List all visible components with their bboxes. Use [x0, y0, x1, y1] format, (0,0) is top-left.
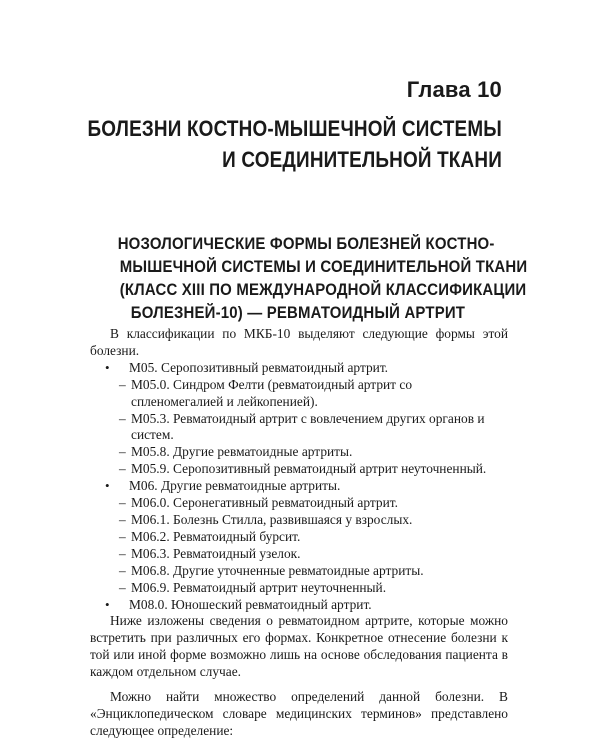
dash-marker: – [119, 528, 126, 544]
body-paragraph-1: Ниже изложены сведения о ревматоидном артрите, которые можно встретить при различных его формах. Конкретное отнесение болезни к той или иной форме возможно лишь на основе обследования пациента в каждом отдельном случае. [90, 613, 508, 680]
subitem-label: М06.0. Серонегативный ревматоидный артрит. [131, 495, 398, 511]
dash-marker: – [119, 410, 126, 426]
bullet-marker: • [105, 478, 110, 494]
group-label: М06. Другие ревматоидные артриты. [129, 478, 341, 494]
bullet-marker: • [105, 359, 110, 375]
dash-marker: – [119, 461, 126, 477]
dash-marker: – [119, 562, 126, 578]
section-title-line-3: (КЛАСС XIII ПО МЕЖДУНАРОДНОЙ КЛАССИФИКАЦИИ [119, 280, 527, 299]
dash-marker: – [119, 495, 126, 511]
section-title-line-1: НОЗОЛОГИЧЕСКИЕ ФОРМЫ БОЛЕЗНЕЙ КОСТНО- [117, 234, 495, 253]
dash-marker: – [119, 511, 126, 527]
dash-marker: – [119, 376, 126, 392]
list-item [90, 512, 508, 529]
dash-marker: – [119, 579, 126, 595]
section-title [92, 232, 528, 324]
group-label: М08.0. Юношеский ревматоидный артрит. [129, 596, 372, 612]
dash-marker: – [119, 545, 126, 561]
chapter-title-line-1: БОЛЕЗНИ КОСТНО-МЫШЕЧНОЙ СИСТЕМЫ [87, 116, 502, 141]
subitem-label: М05.8. Другие ревматоидные артриты. [131, 444, 353, 460]
list-item [90, 461, 508, 478]
subitem-label: М06.2. Ревматоидный бурсит. [131, 528, 301, 544]
list-item [90, 495, 508, 512]
body-text [90, 326, 508, 740]
intro-paragraph: В классификации по МКБ-10 выделяют следующие формы этой болезни. [90, 326, 508, 358]
chapter-label: Глава 10 [406, 77, 502, 102]
group-label: М05. Серопозитивный ревматоидный артрит. [129, 359, 389, 375]
list-item [90, 444, 508, 461]
chapter-title [87, 113, 502, 175]
dash-marker: – [119, 444, 126, 460]
list-item [90, 529, 508, 546]
subitem-label: М06.8. Другие уточненные ревматоидные артриты. [131, 562, 424, 578]
subitem-label: М05.9. Серопозитивный ревматоидный артрит неуточненный. [131, 461, 487, 477]
list-item [90, 597, 508, 614]
subitem-label: М05.0. Синдром Фелти (ревматоидный артрит со спленомегалией и лейкопенией). [131, 376, 413, 409]
list-item [90, 478, 508, 495]
subitem-label: М06.9. Ревматоидный артрит неуточненный. [131, 579, 387, 595]
subitem-label: М06.3. Ревматоидный узелок. [131, 545, 301, 561]
list-item [90, 546, 508, 563]
list-item [90, 360, 508, 377]
subitem-label: М06.1. Болезнь Стилла, развившаяся у взрослых. [131, 511, 413, 527]
classification-list [90, 360, 508, 614]
section-title-line-4: БОЛЕЗНЕЙ-10) — РЕВМАТОИДНЫЙ АРТРИТ [130, 303, 466, 322]
list-item [90, 580, 508, 597]
body-paragraph-2: Можно найти множество определений данной болезни. В «Энциклопедическом словаре медицинских терминов» представлено следующее определение: [90, 689, 508, 738]
bullet-marker: • [105, 596, 110, 612]
list-item [90, 411, 508, 445]
section-title-line-2: МЫШЕЧНОЙ СИСТЕМЫ И СОЕДИНИТЕЛЬНОЙ ТКАНИ [119, 257, 528, 276]
list-item [90, 563, 508, 580]
chapter-title-line-2: И СОЕДИНИТЕЛЬНОЙ ТКАНИ [222, 147, 502, 172]
list-item [90, 377, 508, 411]
subitem-label: М05.3. Ревматоидный артрит с вовлечением других органов и систем. [131, 410, 485, 443]
